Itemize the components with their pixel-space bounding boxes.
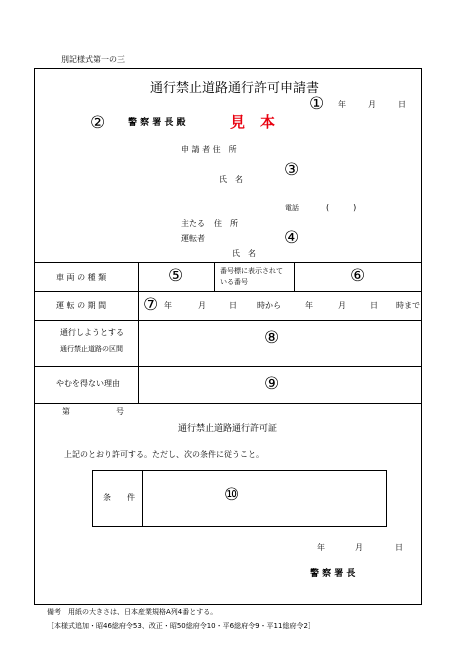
period-to-year: 年 bbox=[305, 301, 313, 310]
plate-label-1: 番号標に表示されて bbox=[220, 267, 283, 275]
addressee: 警 察 署 長 殿 bbox=[128, 118, 186, 128]
marker-3: ③ bbox=[284, 160, 300, 180]
plate-col-right bbox=[294, 262, 295, 291]
section-label-2: 通行禁止道路の区間 bbox=[60, 345, 123, 353]
permit-date-month: 月 bbox=[355, 543, 363, 552]
date-year-label: 年 bbox=[338, 100, 346, 109]
marker-4: ④ bbox=[284, 228, 300, 248]
period-label: 運 転 の 期 間 bbox=[56, 301, 107, 310]
sample-stamp: 見 本 bbox=[230, 113, 276, 131]
permit-date-year: 年 bbox=[317, 543, 325, 552]
marker-7: ⑦ bbox=[143, 295, 159, 315]
date-month-label: 月 bbox=[368, 100, 376, 109]
applicant-name-label: 氏 名 bbox=[219, 175, 243, 184]
driver-address-label: 住 所 bbox=[214, 219, 238, 228]
period-from-year: 年 bbox=[164, 301, 172, 310]
period-to-month: 月 bbox=[338, 301, 346, 310]
permit-number-suffix: 号 bbox=[116, 407, 124, 416]
period-from-day: 日 bbox=[229, 301, 237, 310]
form-title: 通行禁止道路通行許可申請書 bbox=[150, 81, 320, 96]
notes-line-1: 備考 用紙の大きさは、日本産業規格A列4番とする。 bbox=[47, 608, 218, 616]
permit-title: 通行禁止道路通行許可証 bbox=[178, 424, 278, 434]
plate-col-left bbox=[214, 262, 215, 291]
driver-label-2: 運転者 bbox=[181, 234, 205, 243]
conditions-divider bbox=[142, 470, 143, 527]
marker-10: ⑩ bbox=[224, 485, 240, 505]
permit-number-prefix: 第 bbox=[62, 407, 70, 416]
date-day-label: 日 bbox=[398, 100, 406, 109]
driver-label-1: 主たる bbox=[181, 219, 205, 228]
plate-label-2: いる番号 bbox=[220, 278, 248, 286]
marker-6: ⑥ bbox=[350, 266, 366, 286]
table-line-2 bbox=[34, 291, 422, 292]
applicant-phone-parens: ( ) bbox=[326, 203, 357, 212]
applicant-phone-label: 電話 bbox=[285, 204, 299, 212]
reason-label: やむを得ない理由 bbox=[56, 379, 120, 388]
notes-line-2: ［本様式追加・昭46総府令53、改正・昭50総府令10・平6総府令9・平11総府令2］ bbox=[47, 622, 315, 630]
marker-2: ② bbox=[90, 113, 106, 133]
section-label-1: 通行しようとする bbox=[60, 328, 124, 337]
driver-name-label: 氏 名 bbox=[232, 249, 256, 258]
period-from-hour: 時から bbox=[257, 301, 281, 310]
conditions-box bbox=[92, 470, 387, 527]
permit-date-day: 日 bbox=[395, 543, 403, 552]
table-line-4 bbox=[34, 366, 422, 367]
table-col-divider bbox=[138, 262, 139, 403]
conditions-label: 条 件 bbox=[103, 493, 135, 502]
applicant-address-label: 申 請 者 住 所 bbox=[181, 145, 237, 154]
table-line-3 bbox=[34, 320, 422, 321]
period-to-hour: 時まで bbox=[396, 301, 420, 310]
period-to-day: 日 bbox=[370, 301, 378, 310]
permit-issuer: 警 察 署 長 bbox=[310, 569, 356, 579]
marker-8: ⑧ bbox=[264, 328, 280, 348]
table-line-1 bbox=[34, 262, 422, 263]
period-from-month: 月 bbox=[198, 301, 206, 310]
marker-1: ① bbox=[309, 94, 325, 114]
marker-9: ⑨ bbox=[264, 374, 280, 394]
table-line-5 bbox=[34, 403, 422, 404]
permit-statement: 上記のとおり許可する。ただし、次の条件に従うこと。 bbox=[64, 450, 264, 459]
marker-5: ⑤ bbox=[168, 266, 184, 286]
vehicle-type-label: 車 両 の 種 類 bbox=[56, 273, 107, 282]
form-number-label: 別記様式第一の三 bbox=[61, 55, 125, 64]
